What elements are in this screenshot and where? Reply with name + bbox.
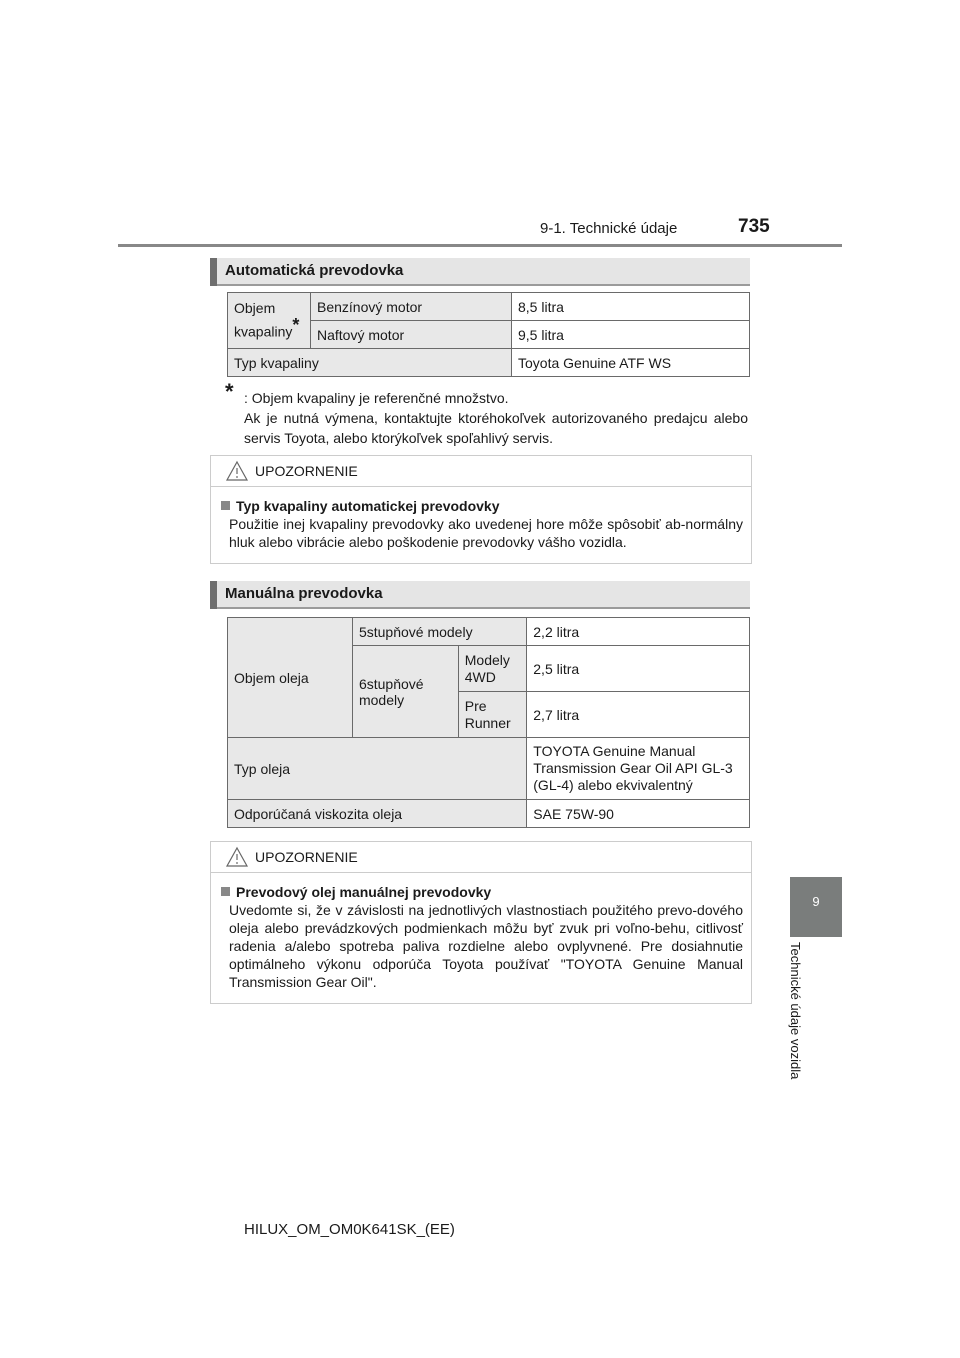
manual-spec-table [227, 617, 750, 828]
warning-text: Uvedomte si, že v závislosti na jednotlivých vlastnostiach použitého prevo-dového oleja alebo prevádzkových podmienkach môžu byť zvuk pri voľno-behu, citlivosť radenia a/alebo spotreba paliva rozdielne alebo ovplyvnené. Pre dosiahnutie optimálneho výkonu odporúča Toyota používať "TOYOTA Genuine Manual Transmission Gear Oil". [229, 902, 743, 990]
table-cell: Modely 4WD [458, 646, 527, 692]
warning-subtitle-text: Prevodový olej manuálnej prevodovky [236, 884, 492, 900]
warning-subtitle [219, 883, 743, 901]
table-cell: 8,5 litra [512, 293, 750, 321]
table-cell: Odporúčaná viskozita oleja [228, 800, 527, 828]
table-cell: Toyota Genuine ATF WS [512, 349, 750, 377]
warning-title: UPOZORNENIE [255, 849, 358, 865]
table-cell: Objem oleja [228, 618, 353, 738]
warning-body [211, 487, 751, 563]
table-cell: 6stupňové modely [352, 646, 458, 738]
table-cell: Typ kvapaliny [228, 349, 512, 377]
header-divider [118, 244, 842, 247]
square-bullet-icon [221, 887, 230, 896]
warning-box [210, 841, 752, 1004]
warning-header [211, 842, 751, 873]
warning-subtitle [219, 497, 743, 515]
chapter-title-text: Technické údaje vozidla [788, 942, 803, 1080]
warning-triangle-icon [225, 460, 249, 482]
warning-box [210, 455, 752, 564]
footnote [225, 379, 748, 448]
section-title: 9-1. Technické údaje [540, 220, 678, 237]
chapter-number: 9 [812, 894, 820, 909]
table-cell: 5stupňové modely [352, 618, 526, 646]
table-cell: 2,5 litra [527, 646, 750, 692]
warning-body [211, 873, 751, 1003]
table-cell: Pre Runner [458, 692, 527, 738]
manual-section-title: Manuálna prevodovka [225, 585, 383, 602]
section-marker [210, 581, 217, 609]
automatic-section-title: Automatická prevodovka [225, 262, 404, 279]
table-cell: Naftový motor [311, 321, 512, 349]
manual-section-header [210, 581, 750, 609]
footnote-asterisk: * [225, 379, 234, 404]
warning-triangle-icon [225, 846, 249, 868]
footnote-line-2: Ak je nutná výmena, kontaktujte ktoréhokoľvek autorizovaného predajcu alebo servis Toyota, alebo ktorýkoľvek spoľahlivý servis. [244, 410, 748, 446]
table-cell: TOYOTA Genuine Manual Transmission Gear Oil API GL-3 (GL-4) alebo ekvivalentný [527, 738, 750, 800]
table-cell: 2,2 litra [527, 618, 750, 646]
table-cell: Typ oleja [228, 738, 527, 800]
warning-subtitle-text: Typ kvapaliny automatickej prevodovky [236, 498, 500, 514]
table-cell: 2,7 litra [527, 692, 750, 738]
automatic-section-header [210, 258, 750, 286]
warning-title: UPOZORNENIE [255, 463, 358, 479]
page-number: 735 [738, 216, 770, 237]
chapter-tab[interactable] [790, 877, 842, 937]
warning-header [211, 456, 751, 487]
asterisk-mark: * [292, 315, 300, 336]
warning-text: Použitie inej kvapaliny prevodovky ako uvedenej hore môže spôsobiť ab-normálny hluk alebo vibrácie alebo poškodenie prevodovky vášho vozidla. [229, 516, 743, 550]
square-bullet-icon [221, 501, 230, 510]
document-id: HILUX_OM_OM0K641SK_(EE) [244, 1221, 455, 1238]
fluid-capacity-cell [228, 293, 311, 349]
footnote-line-1: : Objem kvapaliny je referenčné množstvo. [244, 390, 509, 406]
table-cell: SAE 75W-90 [527, 800, 750, 828]
table-cell: 9,5 litra [512, 321, 750, 349]
automatic-spec-table [227, 292, 750, 377]
table-cell: Benzínový motor [311, 293, 512, 321]
section-marker [210, 258, 217, 286]
chapter-side-title [787, 942, 805, 1102]
fluid-capacity-label: Objem kvapaliny [234, 300, 293, 340]
